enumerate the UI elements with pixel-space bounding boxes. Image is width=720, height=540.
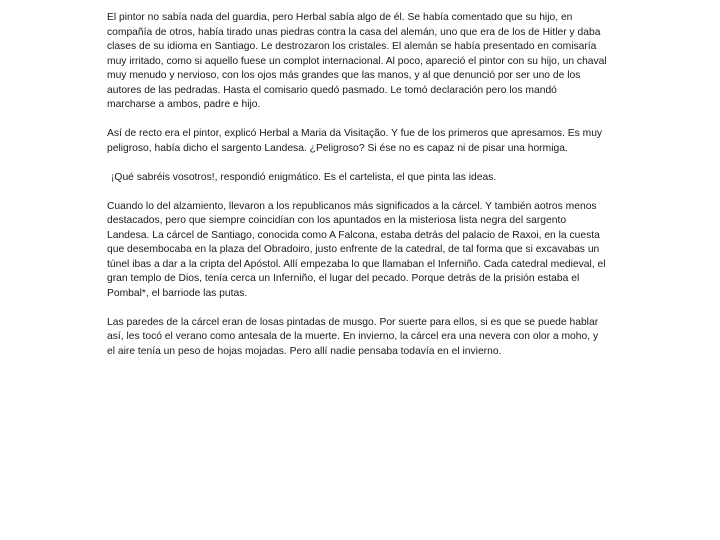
paragraph-5: Las paredes de la cárcel eran de losas pintadas de musgo. Por suerte para ellos, si es que se puede hablar así, les tocó el verano como antesala de la muerte. En invierno, la cárcel era una nevera con olor a moho, y el aire tenía un peso de hojas mojadas. Pero allí nadie pensaba todavía en el invierno. — [107, 316, 599, 357]
paragraph-1: El pintor no sabía nada del guardia, pero Herbal sabía algo de él. Se había comentado que su hijo, en compañía de otros, había tirado unas piedras contra la casa del alemán, uno que era de los de Hitler y daba clases de su idioma en Santiago. Le destrozaron los cristales. El alemán se había presentado en comisaría muy irritado, como si aquello fuese un complot internacional. Al poco, apareció el pintor con su hijo, un chaval muy menudo y nervioso, con los ojos más grandes que las manos, y al que denunció por ser uno de los autores de las pedradas. Hasta el comisario quedó pasmado. Le tomó declaración pero los mandó marcharse a ambos, padre e hijo. — [107, 12, 607, 110]
paragraph-2: Así de recto era el pintor, explicó Herbal a Maria da Visitação. Y fue de los primeros que apresamos. Es muy peligroso, había dicho el sargento Landesa. ¿Peligroso? Si ése no es capaz ni de pisar una hormiga. — [107, 128, 603, 154]
paragraph-4: Cuando lo del alzamiento, llevaron a los republicanos más significados a la cárcel. Y también aotros menos destacados, pero que siempre coincidían con los apuntados en la misteriosa lista negra del sargento Landesa. La cárcel de Santiago, conocida como A Falcona, estaba detrás del palacio de Raxoi, en la cuesta que desembocaba en la plaza del Obradoiro, justo enfrente de la catedral, de tal forma que si excavabas un túnel ibas a dar a la cripta del Apóstol. Allí empezaba lo que llamaban el Inferniño. Cada catedral medieval, el gran templo de Dios, tenía cerca un Inferniño, el lugar del pecado. Porque detrás de la prisión estaba el Pombal*, el barriode las putas. — [107, 200, 606, 299]
paragraph-3: ¡Qué sabréis vosotros!, respondió enigmático. Es el cartelista, el que pinta las ideas. — [111, 171, 497, 183]
text-body — [107, 11, 607, 374]
